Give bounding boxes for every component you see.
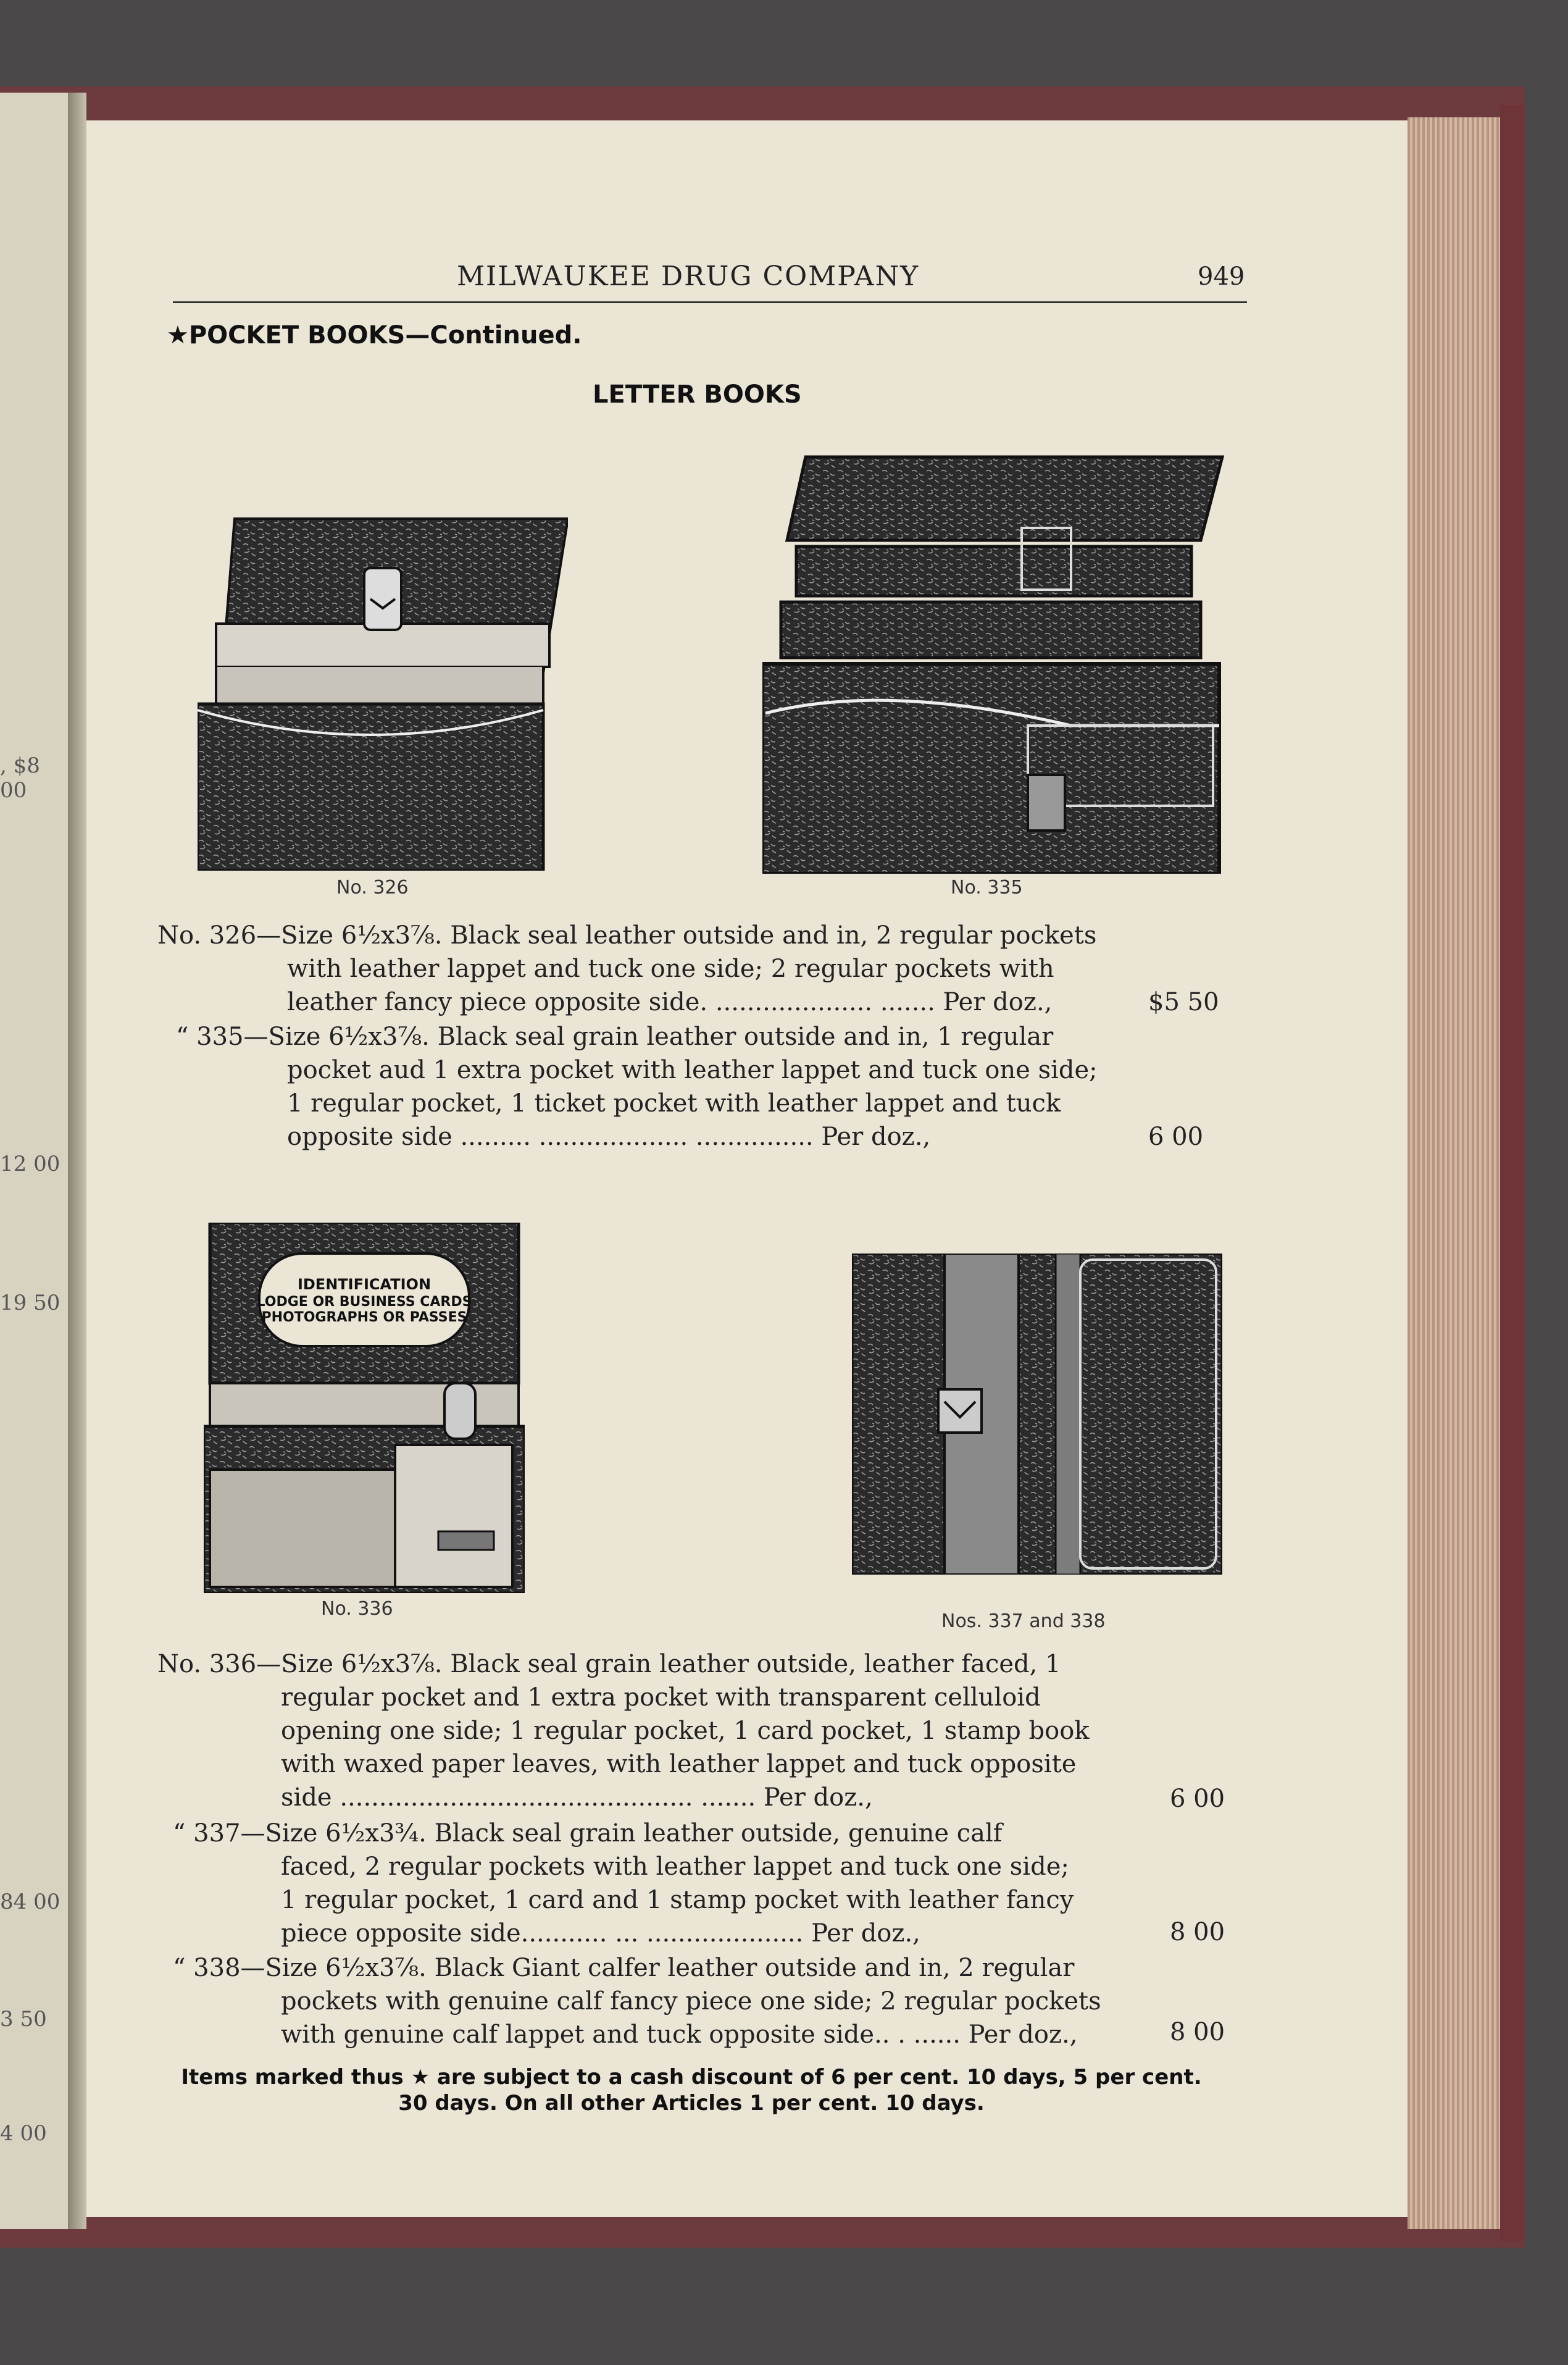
margin-fragment: 3 50 [0,2007,47,2032]
celluloid-label-line-2: LODGE OR BUSINESS CARDS [256,1294,472,1310]
letter-book-336-illustration [204,1223,525,1593]
section-title: ★POCKET BOOKS—Continued. [167,321,582,350]
entry-line: “ 338—Size 6½x3⅞. Black Giant calfer leather outside and in, 2 regular [173,1954,1075,1982]
footnote-line-1: Items marked thus ★ are subject to a cash discount of 6 per cent. 10 days, 5 per cent. [181,2065,1202,2090]
figure-caption-336: No. 336 [321,1598,393,1620]
entry-line: No. 336—Size 6½x3⅞. Black seal grain leather outside, leather faced, 1 [157,1650,1061,1678]
entry-line: pocket aud 1 extra pocket with leather lappet and tuck one side; [287,1056,1098,1084]
entry-line: side ............................................. ....... Per doz., [281,1783,873,1812]
subsection-title: LETTER BOOKS [593,380,802,409]
entry-line: faced, 2 regular pockets with leather lappet and tuck one side; [281,1852,1069,1881]
margin-fragment: 12 00 [0,1152,60,1176]
margin-fragment: 4 00 [0,2121,47,2146]
entry-336 [157,1647,1201,1814]
book-gutter [68,93,86,2229]
entry-line: 1 regular pocket, 1 ticket pocket with leather lappet and tuck [287,1089,1061,1118]
entry-line: regular pocket and 1 extra pocket with transparent celluloid [281,1683,1041,1712]
price-338: 8 00 [1170,2018,1225,2046]
entry-line: opposite side ......... ................... ............... Per doz., [287,1123,931,1151]
letter-book-335-illustration [762,454,1225,874]
entry-line: pockets with genuine calf fancy piece one side; 2 regular pockets [281,1987,1101,2015]
footnote-line-2: 30 days. On all other Articles 1 per cent. 10 days. [398,2091,985,2116]
margin-fragment: , $8 00 [0,753,40,803]
facing-page [0,93,68,2229]
entry-line: “ 335—Size 6½x3⅞. Black seal grain leather outside and in, 1 regular [176,1023,1054,1051]
celluloid-label-line-3: PHOTOGRAPHS OR PASSES [261,1310,467,1325]
letter-book-326-illustration [198,513,568,871]
entry-line: opening one side; 1 regular pocket, 1 card pocket, 1 stamp book [281,1717,1090,1745]
price-335: 6 00 [1148,1123,1204,1151]
figure-caption-326: No. 326 [336,877,409,898]
header-rule [173,301,1247,303]
figure-caption-335: No. 335 [951,877,1023,898]
price-337: 8 00 [1170,1918,1225,1946]
celluloid-label-line-1: IDENTIFICATION [297,1276,432,1293]
entry-line: with genuine calf lappet and tuck opposite side.. . ...... Per doz., [281,2020,1078,2049]
entry-line: with leather lappet and tuck one side; 2 regular pockets with [287,955,1054,983]
entry-335 [176,1020,1219,1153]
entry-line: No. 326—Size 6½x3⅞. Black seal leather outside and in, 2 regular pockets [157,921,1097,950]
running-header: MILWAUKEE DRUG COMPANY [457,261,920,292]
page-edges [1407,117,1500,2229]
entry-338 [173,1951,1216,2051]
page-number: 949 [1198,262,1245,291]
entry-337 [173,1817,1216,1950]
price-326: $5 50 [1148,988,1219,1016]
margin-fragment: 19 50 [0,1291,60,1315]
entry-line: leather fancy piece opposite side. .................... ....... Per doz., [287,988,1053,1016]
letter-book-337-338-illustration [852,1254,1222,1575]
entry-line: 1 regular pocket, 1 card and 1 stamp pocket with leather fancy [281,1886,1074,1914]
book-spine [1500,105,1525,2242]
entry-line: with waxed paper leaves, with leather lappet and tuck opposite [281,1750,1077,1778]
entry-line: piece opposite side........... ... .................... Per doz., [281,1919,920,1948]
entry-line: “ 337—Size 6½x3¾. Black seal grain leather outside, genuine calf [173,1819,1003,1848]
price-336: 6 00 [1170,1785,1225,1813]
entry-326 [157,919,1201,1019]
discount-footnote [154,2064,1228,2116]
figure-caption-337-338: Nos. 337 and 338 [941,1610,1106,1632]
margin-fragment: 84 00 [0,1890,60,1914]
